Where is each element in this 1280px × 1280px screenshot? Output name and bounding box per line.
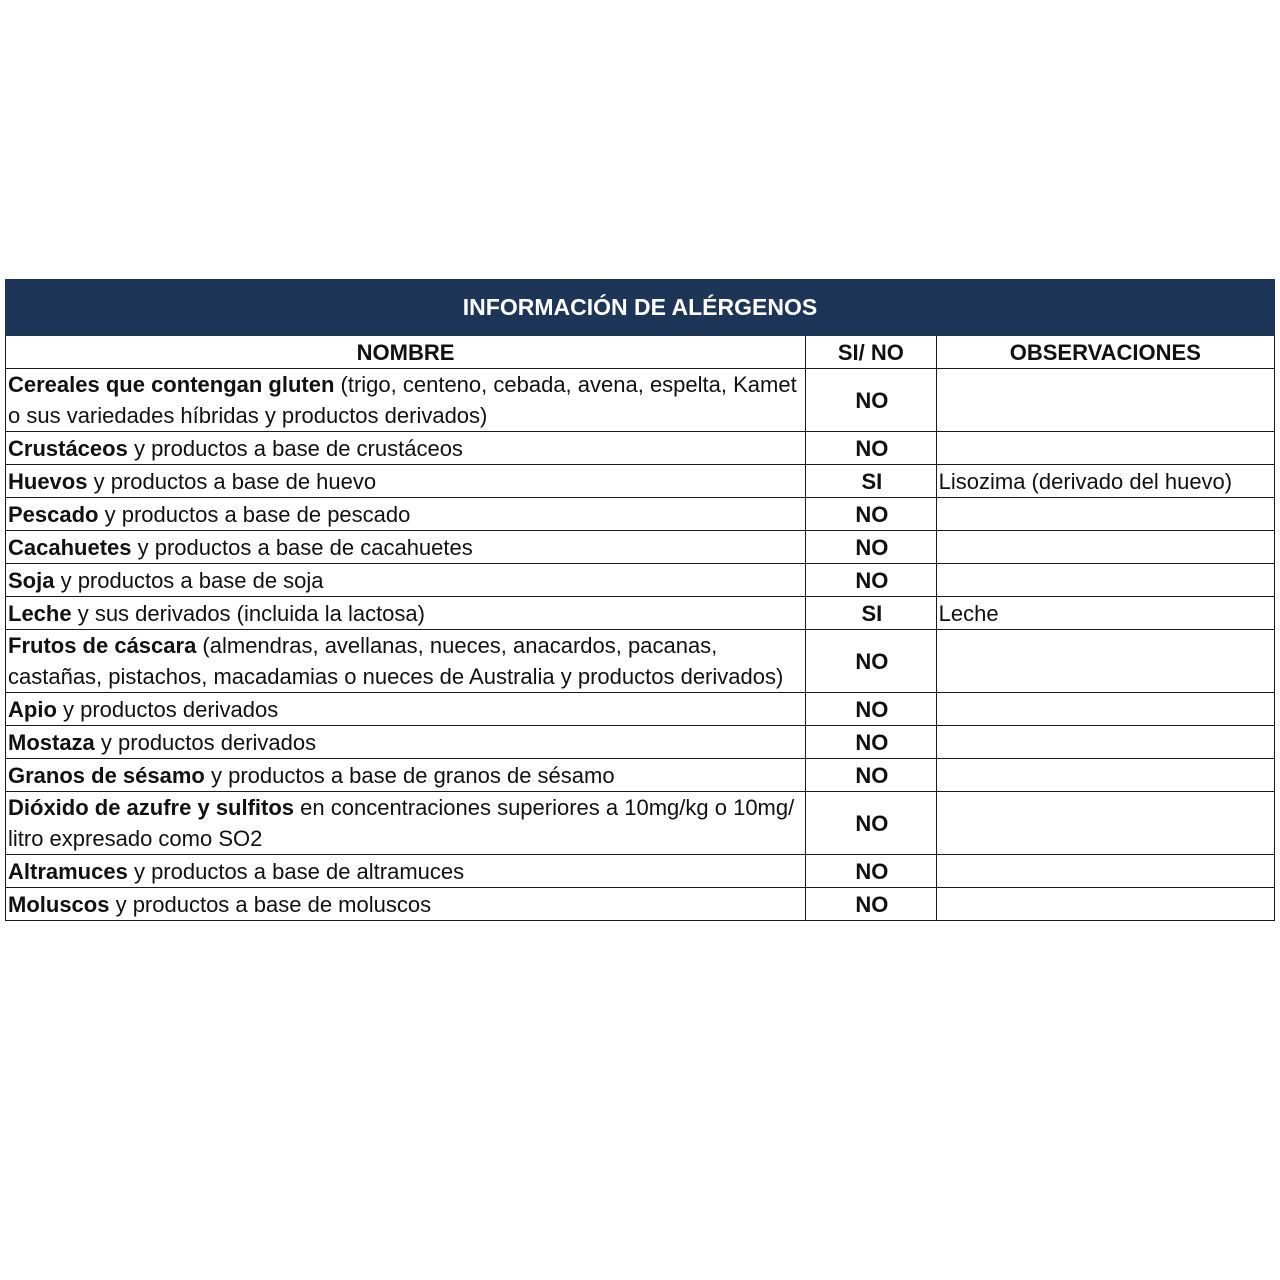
- table-row: [6, 564, 1275, 597]
- observaciones-cell: [936, 369, 1274, 432]
- allergen-name-bold: Granos de sésamo: [8, 762, 205, 788]
- observaciones-cell: [936, 792, 1274, 855]
- table-row: [6, 759, 1275, 792]
- table-row: [6, 465, 1275, 498]
- allergen-name-cell: [6, 369, 806, 432]
- sino-cell: NO: [806, 888, 937, 921]
- table-row: [6, 888, 1275, 921]
- header-name: NOMBRE: [6, 336, 806, 369]
- sino-cell: NO: [806, 855, 937, 888]
- sino-cell: SI: [806, 597, 937, 630]
- table-row: [6, 855, 1275, 888]
- allergen-name-rest: y sus derivados (incluida la lactosa): [71, 600, 425, 626]
- allergen-name-cell: [6, 855, 806, 888]
- allergen-name-cell: [6, 693, 806, 726]
- observaciones-cell: [936, 693, 1274, 726]
- allergen-name-cell: [6, 792, 806, 855]
- allergen-name-bold: Moluscos: [8, 891, 110, 917]
- allergen-name-cell: [6, 726, 806, 759]
- allergen-name-rest: y productos derivados: [56, 696, 279, 722]
- allergen-name-cell: [6, 597, 806, 630]
- allergen-name-bold: Cacahuetes: [8, 534, 132, 560]
- sino-cell: NO: [806, 564, 937, 597]
- allergen-name-bold: Apio: [8, 696, 57, 722]
- allergen-name-rest: y productos a base de pescado: [98, 501, 411, 527]
- table-row: [6, 369, 1275, 432]
- table-row: [6, 630, 1275, 693]
- observaciones-cell: [936, 531, 1274, 564]
- observaciones-cell: Lisozima (derivado del huevo): [936, 465, 1274, 498]
- allergen-name-bold: Cereales que contengan gluten: [8, 372, 335, 397]
- allergen-name-cell: [6, 888, 806, 921]
- sino-cell: NO: [806, 693, 937, 726]
- sino-cell: NO: [806, 432, 937, 465]
- table-row: [6, 726, 1275, 759]
- table-row: [6, 693, 1275, 726]
- allergen-name-rest: en concentraciones superiores a 10mg/kg o 10mg/ litro expresado como SO2: [8, 795, 795, 851]
- observaciones-cell: [936, 855, 1274, 888]
- allergen-name-rest: (almendras, avellanas, nueces, anacardos, pacanas, castañas, pistachos, macadamias o nueces de Australia y productos derivados): [8, 633, 784, 689]
- allergen-name-cell: [6, 630, 806, 693]
- allergen-name-cell: [6, 432, 806, 465]
- allergen-name-cell: [6, 564, 806, 597]
- header-sino: SI/ NO: [806, 336, 937, 369]
- allergen-name-bold: Altramuces: [8, 858, 128, 884]
- table-row: [6, 531, 1275, 564]
- allergen-name-rest: y productos a base de altramuces: [127, 858, 465, 884]
- table-title: INFORMACIÓN DE ALÉRGENOS: [6, 280, 1275, 336]
- observaciones-cell: [936, 564, 1274, 597]
- allergen-name-rest: y productos a base de cacahuetes: [131, 534, 473, 560]
- allergen-name-rest: y productos a base de granos de sésamo: [204, 762, 615, 788]
- observaciones-cell: [936, 630, 1274, 693]
- header-observaciones: OBSERVACIONES: [936, 336, 1274, 369]
- allergen-name-bold: Huevos: [8, 468, 88, 494]
- title-row: [6, 280, 1275, 336]
- allergen-name-bold: Dióxido de azufre y sulfitos: [8, 795, 295, 820]
- table-row: [6, 597, 1275, 630]
- sino-cell: SI: [806, 465, 937, 498]
- allergen-name-rest: y productos a base de moluscos: [109, 891, 432, 917]
- sino-cell: NO: [806, 759, 937, 792]
- sino-cell: NO: [806, 498, 937, 531]
- observaciones-cell: [936, 726, 1274, 759]
- allergen-name-bold: Frutos de cáscara: [8, 633, 197, 658]
- allergen-name-rest: y productos a base de crustáceos: [127, 435, 463, 461]
- sino-cell: NO: [806, 369, 937, 432]
- sino-cell: NO: [806, 792, 937, 855]
- sino-cell: NO: [806, 630, 937, 693]
- observaciones-cell: Leche: [936, 597, 1274, 630]
- observaciones-cell: [936, 888, 1274, 921]
- allergen-name-cell: [6, 498, 806, 531]
- allergen-name-rest: y productos a base de huevo: [87, 468, 377, 494]
- sino-cell: NO: [806, 726, 937, 759]
- allergen-name-bold: Pescado: [8, 501, 99, 527]
- allergen-name-rest: y productos a base de soja: [54, 567, 324, 593]
- sino-cell: NO: [806, 531, 937, 564]
- header-row: [6, 336, 1275, 369]
- allergen-name-bold: Leche: [8, 600, 72, 626]
- table-row: [6, 432, 1275, 465]
- allergen-name-rest: y productos derivados: [94, 729, 317, 755]
- allergen-name-bold: Soja: [8, 567, 55, 593]
- observaciones-cell: [936, 432, 1274, 465]
- allergen-table: [5, 279, 1275, 921]
- allergen-name-cell: [6, 531, 806, 564]
- table-row: [6, 498, 1275, 531]
- table-row: [6, 792, 1275, 855]
- allergen-name-bold: Mostaza: [8, 729, 95, 755]
- allergen-name-cell: [6, 465, 806, 498]
- allergen-name-rest: (trigo, centeno, cebada, avena, espelta, Kamet o sus variedades híbridas y productos derivados): [8, 372, 797, 428]
- observaciones-cell: [936, 498, 1274, 531]
- allergen-name-cell: [6, 759, 806, 792]
- observaciones-cell: [936, 759, 1274, 792]
- allergen-name-bold: Crustáceos: [8, 435, 128, 461]
